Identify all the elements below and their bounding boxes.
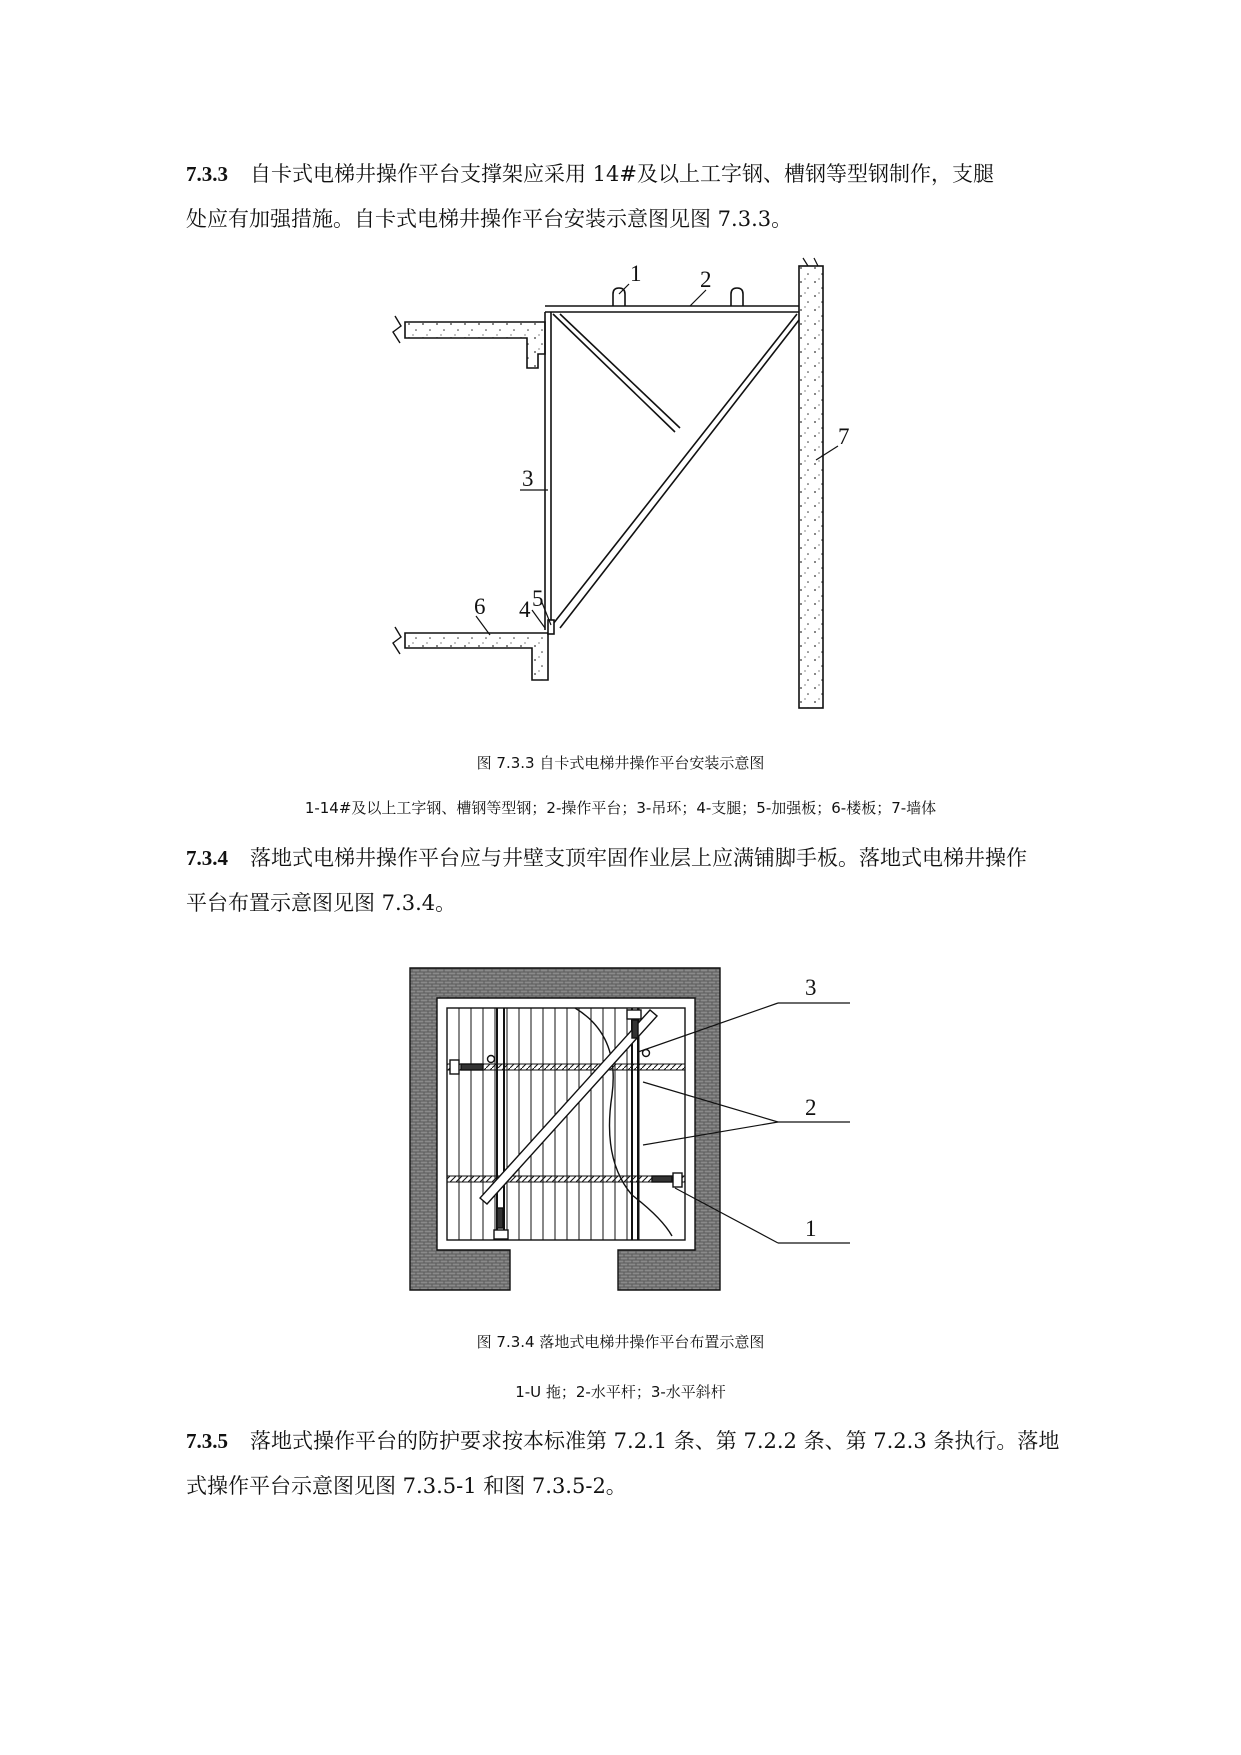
label-2: 2 <box>700 267 712 292</box>
shaft-wall <box>799 258 823 708</box>
section-7-3-3 <box>186 152 1056 242</box>
label-7: 7 <box>838 424 850 449</box>
figure-7-3-4 <box>0 960 1241 1300</box>
figure-7-3-4-caption: 图 7.3.4 落地式电梯井操作平台布置示意图 <box>476 1333 765 1351</box>
label-2: 2 <box>805 1095 817 1120</box>
section-number: 7.3.5 <box>186 1429 228 1453</box>
paragraph-line: 式操作平台示意图见图 7.3.5-1 和图 7.3.5-2。 <box>186 1474 627 1498</box>
figure-7-3-3 <box>0 250 1241 720</box>
upper-floor-slab <box>393 316 545 368</box>
support-frame <box>545 306 799 634</box>
paragraph-line: 落地式电梯井操作平台应与井壁支顶牢固作业层上应满铺脚手板。落地式电梯井操作 <box>250 846 1027 870</box>
label-3: 3 <box>805 975 817 1000</box>
label-1: 3 <box>522 466 534 491</box>
label-6: 6 <box>474 594 486 619</box>
figure-7-3-3-caption: 图 7.3.3 自卡式电梯井操作平台安装示意图 <box>476 754 765 772</box>
paragraph-line: 平台布置示意图见图 7.3.4。 <box>186 891 457 915</box>
paragraph-line: 处应有加强措施。自卡式电梯井操作平台安装示意图见图 7.3.3。 <box>186 207 793 231</box>
section-7-3-5 <box>186 1419 1060 1509</box>
section-number: 7.3.3 <box>186 162 228 186</box>
label-3: 1 <box>630 261 642 286</box>
lower-floor-slab <box>393 627 548 680</box>
label-5: 5 <box>532 586 544 611</box>
figure-7-3-4-legend: 1-U 拖；2-水平杆；3-水平斜杆 <box>515 1383 726 1401</box>
figure-7-3-3-legend: 1-14#及以上工字钢、槽钢等型钢；2-操作平台；3-吊环；4-支腿；5-加强板；6-楼板；7-墙体 <box>304 799 937 817</box>
label-4: 4 <box>519 597 531 622</box>
paragraph-line: 自卡式电梯井操作平台支撑架应采用 14#及以上工字钢、槽钢等型钢制作，支腿 <box>250 162 994 186</box>
label-1: 1 <box>805 1216 817 1241</box>
paragraph-line: 落地式操作平台的防护要求按本标准第 7.2.1 条、第 7.2.2 条、第 7.2.3 条执行。落地 <box>250 1429 1060 1453</box>
section-number: 7.3.4 <box>186 846 228 870</box>
section-7-3-4 <box>186 836 1056 926</box>
lifting-rings <box>613 288 743 306</box>
